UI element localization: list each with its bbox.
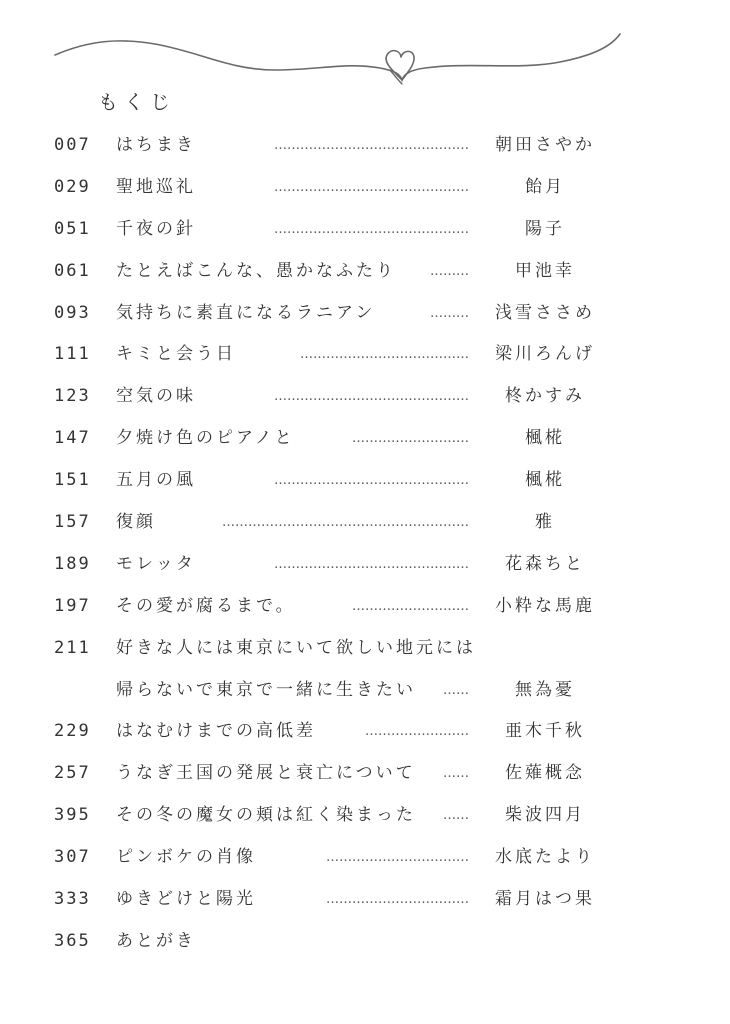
toc-entry: [0, 209, 730, 251]
table-of-contents: [0, 125, 730, 963]
page-number: 007: [54, 135, 91, 155]
page-number: 211: [54, 637, 91, 658]
dot-leader: ……: [443, 682, 469, 698]
entry-title: 聖地巡礼: [116, 176, 196, 197]
dot-leader: ………: [430, 305, 469, 321]
dot-leader: ………………………………………: [274, 556, 469, 572]
entry-title: その愛が腐るまで。: [116, 595, 296, 616]
page-number: 029: [54, 176, 91, 197]
entry-title: はちまき: [116, 135, 196, 155]
page-number: 257: [54, 763, 91, 784]
entry-title: うなぎ王国の発展と衰亡について: [116, 763, 416, 784]
toc-entry: [0, 837, 730, 879]
dot-leader: ………………………………………: [274, 179, 469, 195]
dot-leader: ………………………………………: [274, 138, 469, 153]
entry-title: 空気の味: [116, 386, 196, 407]
page-number: 333: [54, 889, 91, 910]
page-number: 395: [54, 805, 91, 826]
page-number: 157: [54, 512, 91, 533]
page-number: 147: [54, 428, 91, 449]
entry-author: 柊かすみ: [505, 386, 585, 407]
entry-title: 帰らないで東京で一緒に生きたい: [116, 679, 416, 700]
dot-leader: ………………………………………: [274, 221, 469, 237]
toc-entry: [0, 251, 730, 293]
entry-author: 陽子: [525, 218, 565, 239]
entry-title: たとえばこんな、愚かなふたり: [116, 260, 396, 281]
dot-leader: ………………………………………: [274, 473, 469, 489]
toc-entry: [0, 879, 730, 921]
page-number: 123: [54, 386, 91, 407]
entry-title: 好きな人には東京にいて欲しい地元には: [116, 637, 476, 658]
entry-author: 朝田さやか: [495, 135, 595, 155]
page-number: 365: [54, 930, 91, 951]
entry-title: キミと会う日: [116, 344, 236, 365]
entry-author: 浅雪ささめ: [495, 302, 595, 323]
dot-leader: ………………………………………: [274, 389, 469, 405]
dot-leader: ……: [443, 766, 469, 782]
entry-title: あとがき: [116, 930, 196, 951]
entry-author: 亜木千秋: [505, 721, 585, 742]
toc-entry: [0, 586, 730, 628]
entry-author: 楓椛: [525, 470, 565, 491]
page-number: 111: [54, 344, 91, 365]
entry-author: 雅: [535, 512, 555, 533]
dot-leader: ……………………………: [326, 892, 469, 908]
entry-author: 霜月はつ果: [495, 889, 595, 910]
entry-title: ピンボケの肖像: [116, 847, 256, 868]
page-number: 197: [54, 595, 91, 616]
dot-leader: ……………………: [365, 724, 469, 740]
entry-title: はなむけまでの高低差: [116, 721, 316, 742]
page-number: 061: [54, 260, 91, 281]
entry-author: 小粋な馬鹿: [495, 595, 595, 616]
toc-entry: [0, 125, 730, 167]
entry-title: ゆきどけと陽光: [116, 889, 256, 910]
heart-ornament: [0, 0, 730, 100]
toc-entry: [0, 921, 730, 963]
page-number: 189: [54, 553, 91, 574]
toc-entry: [0, 711, 730, 753]
toc-entry: [0, 502, 730, 544]
entry-author: 飴月: [525, 176, 565, 197]
toc-entry: [0, 334, 730, 376]
entry-title: 五月の風: [116, 470, 196, 491]
page-number: 229: [54, 721, 91, 742]
dot-leader: …………………………………: [300, 347, 469, 363]
dot-leader: ……: [443, 808, 469, 824]
dot-leader: …………………………………………………: [222, 515, 469, 531]
toc-entry: [0, 795, 730, 837]
dot-leader: ………………………: [352, 598, 469, 614]
entry-title: 気持ちに素直になるラニアン: [116, 302, 376, 323]
toc-entry: [0, 167, 730, 209]
dot-leader: ………………………: [352, 431, 469, 447]
entry-title: 千夜の針: [116, 218, 196, 239]
entry-author: 甲池幸: [515, 260, 575, 281]
entry-author: 楓椛: [525, 428, 565, 449]
toc-entry: [0, 544, 730, 586]
entry-author: 無為憂: [515, 679, 575, 700]
entry-title: 復顔: [116, 512, 156, 533]
toc-heading: もくじ: [98, 90, 176, 114]
toc-entry: [0, 418, 730, 460]
entry-author: 花森ちと: [505, 553, 585, 574]
toc-entry: [0, 376, 730, 418]
entry-title: モレッタ: [116, 553, 196, 574]
page-number: 307: [54, 847, 91, 868]
toc-entry: [0, 460, 730, 502]
toc-entry: [0, 670, 730, 712]
toc-entry: [0, 628, 730, 670]
toc-entry: [0, 753, 730, 795]
page-number: 051: [54, 218, 91, 239]
entry-author: 柴波四月: [505, 805, 585, 826]
page-number: 151: [54, 470, 91, 491]
dot-leader: ……………………………: [326, 850, 469, 866]
page-number: 093: [54, 302, 91, 323]
entry-author: 水底たより: [495, 847, 595, 868]
toc-entry: [0, 293, 730, 335]
entry-title: その冬の魔女の頬は紅く染まった: [116, 805, 416, 826]
entry-title: 夕焼け色のピアノと: [116, 428, 295, 449]
entry-author: 梁川ろんげ: [495, 344, 595, 365]
entry-author: 佐薙概念: [505, 763, 585, 784]
dot-leader: ………: [430, 263, 469, 279]
